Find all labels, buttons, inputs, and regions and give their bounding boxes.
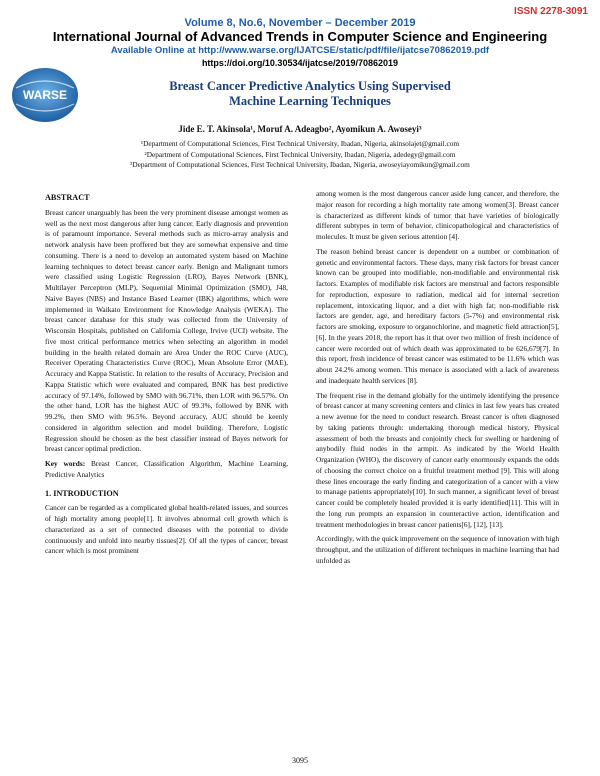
affiliation-3: ³Department of Computational Sciences, First Technical University, Ibadan, Nigeria, awoseyiayomikun@gmail.com <box>130 160 470 169</box>
abstract-heading: ABSTRACT <box>45 193 90 202</box>
keywords <box>45 459 288 481</box>
left-column <box>45 193 288 561</box>
journal-title: International Journal of Advanced Trends in Computer Science and Engineering <box>52 29 548 44</box>
affiliation-2: ²Department of Computational Sciences, First Technical University, Ibadan, Nigeria, adedegy@gmail.com <box>144 149 456 159</box>
body-paragraph-2: The reason behind breast cancer is dependent on a number or combination of genetic and environmental factors. These days, many risk factors for breast cancer known can be grouped into modifiable, non-modifiable and environmental risk factors. Examples of modifiable risk factors are menstrual and factors responsible for reproduction, exposure to radiation, medical aid for internal secretion replacement, intoxicating liquor, and a diet with high fat; non-modifiable risk factors are gender, age, and hereditary factors (5-7%) and environmental risk factors are smoking, exposure to organochlorine, and magnetic field attraction[5], [6]. In the years 2018, the report has it that over two million of fresh incidence of cancer were recorded out of which death was approximated to be 626,679[7]. In this report, fresh incidence of breast cancer was estimated to be 11.6% which was about 24.2% among women. This menace is associated with a lack of awareness and inadequate health services [8]. <box>316 246 559 385</box>
page-number: 3095 <box>292 756 308 765</box>
paper-title-line2: Machine Learning Techniques <box>229 94 391 108</box>
author-list: Jide E. T. Akinsola¹, Moruf A. Adeagbo², Ayomikun A. Awoseyi³ <box>178 124 422 134</box>
warse-logo <box>10 66 80 124</box>
online-url-link[interactable]: Available Online at http://www.warse.org/IJATCSE/static/pdf/file/ijatcse70862019.pdf <box>110 45 490 56</box>
doi-link[interactable]: https://doi.org/10.30534/ijatcse/2019/70862019 <box>201 58 399 68</box>
issn-label: ISSN 2278-3091 <box>514 6 588 17</box>
body-paragraph-3: The frequent rise in the demand globally for the untimely identifying the presence of breast cancer at many screening centers and clinics in last few years has created a new avenue for the need to conduct research. Breast cancer is often diagnosed by taking patients through: undertaking thorough medical history, Physical assessment of both the breasts and conjointly check for swelling or hardening of anybodily fluid nodes in the armpit. As indicated by the World Health Organization (WHO), the discovery of cancer early enormously expands the odds of choosing the correct choice on a fruitful treatment method [9]. This will along these lines encourage the early finding and categorization of a cancer with a view to manage patients appropriately[10]. In such manner, a significant level of breast cancer could be completely healed provided it is early identified[11]. This will in the long run prompts an expansion in counteractive action, identification and treatment methodologies in breast cancer patients[6], [12], [13]. <box>316 390 559 529</box>
logo-text: WARSE <box>22 88 68 102</box>
affiliations <box>0 139 600 171</box>
abstract-text: Breast cancer unarguably has been the very prominent disease amongst women as well as the next most dangerous after lung cancer. Early diagnosis and prevention is of paramount importance. Several methods such as micro-array analysis and network analysis have been proffered but they are somewhat expensive and time consuming. There is a need to develop an automated system based on Machine learning techniques to detect breast cancer early. Benign and Malignant tumors were classified using Logistic Regression (LRO), Bayes Network (BNK), Multilayer Perceptron (MLP), Sequential Minimal Optimization (SMO), J48, Naive Bayes (NBS) and Instance Based Learner (IBK) algorithms, which were implemented in Waikato Environment for Knowledge Analysis (WEKA). The breast cancer database for this study was collected from the University of Wisconsin Hospitals, published on California College, Irvive (UCI) website. The five most critical performance metrics when selecting an algorithm in model building in the health related domain are Area Under the ROC Curve (AUC), Receiver Operating Characteristics Curve (ROC), Mean Absolute Error (MAE), Accuracy and Kappa Statistic. In relation to the results of Accuracy, Precision and Kappa Statistic which were evaluated and compared, BNK has best predictive accuracy of 97.14%, followed by SMO with 96.71%, then LOR with 96.57%. On the other hand, LOR has the highest AUC of 99.3%, followed by BNK with 99.2%, then SMO with 96.5%. Beyond accuracy, AUC should be keenly considered in algorithm selection and model building. Therefore, Logistic Regression should be chosen as the best classifier instead of Bayes network for breast cancer optimal prediction. <box>45 207 288 454</box>
volume-label: Volume 8, No.6, November – December 2019 <box>184 17 416 29</box>
paper-title-line1: Breast Cancer Predictive Analytics Using Supervised <box>169 79 451 93</box>
affiliation-1: ¹Department of Computational Sciences, First Technical University, Ibadan, Nigeria, akinsolajet@gmail.com <box>140 139 460 148</box>
keywords-text: Breast Cancer, Classification Algorithm, Machine Learning, Predictive Analytics <box>45 459 288 479</box>
paper-title <box>110 79 510 109</box>
body-paragraph-4: Accordingly, with the quick improvement on the sequence of innovation with high throughput, and the utilization of different techniques in machine learning that had unfolded as <box>316 534 559 565</box>
keywords-label: Key words: <box>45 459 86 468</box>
introduction-heading: 1. INTRODUCTION <box>45 488 119 498</box>
right-column <box>316 189 559 571</box>
body-paragraph-1: among women is the most dangerous cancer aside lung cancer, and therefore, the major reason for recording a high mortality rate among women[3]. Breast cancer is characterized as different kinds of tumor that have varieties of biologically different subtypes in term of behavior, clinicopathological and characteristics of molecules. It must be given serious attention [4]. <box>316 189 559 241</box>
introduction-text: Cancer can be regarded as a complicated global health-related issues, and sources of high mortality among people[1]. It involves abnormal cell growth which is characterized as a set of connected diseases with the potential to divide continuously and unfold into nearby tissues[2]. Of all the types of cancer, breast cancer which is most prominent <box>45 503 288 556</box>
